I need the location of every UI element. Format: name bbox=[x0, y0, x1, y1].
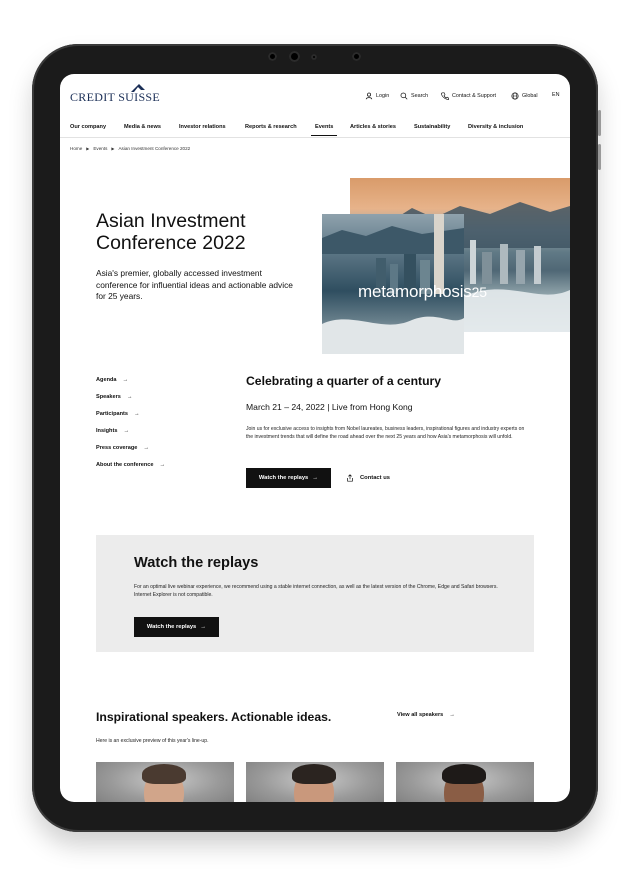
section-links bbox=[96, 377, 165, 479]
view-all-speakers-link[interactable]: View all speakers → bbox=[397, 712, 455, 718]
speakers-heading: Inspirational speakers. Actionable ideas. bbox=[96, 710, 332, 724]
replays-heading: Watch the replays bbox=[134, 555, 259, 571]
contact-us-link[interactable]: Contact us bbox=[346, 474, 390, 482]
phone-icon bbox=[441, 92, 449, 100]
speaker-card[interactable] bbox=[396, 762, 534, 802]
arrow-right-icon: → bbox=[123, 428, 130, 434]
arrow-right-icon: → bbox=[449, 712, 455, 718]
sail-logo-icon bbox=[130, 83, 146, 93]
side-link-about-conference[interactable]: About the conference → bbox=[96, 462, 166, 468]
nav-item-sustainability[interactable]: Sustainability bbox=[414, 124, 451, 130]
replays-panel bbox=[96, 535, 534, 652]
side-link-participants[interactable]: Participants → bbox=[96, 411, 140, 417]
camera-icon bbox=[268, 52, 277, 61]
breadcrumb-home[interactable]: Home bbox=[70, 146, 83, 151]
arrow-right-icon: → bbox=[143, 445, 149, 451]
speaker-photo-hair bbox=[442, 764, 486, 784]
tablet-side-button bbox=[598, 144, 601, 170]
watch-replays-button[interactable]: Watch the replays → bbox=[134, 617, 219, 637]
camera-icon bbox=[352, 52, 361, 61]
side-link-speakers[interactable]: Speakers → bbox=[96, 394, 133, 400]
contact-support-link[interactable]: Contact & Support bbox=[441, 92, 496, 100]
login-link[interactable]: Login bbox=[365, 92, 389, 100]
event-date: March 21 – 24, 2022 | Live from Hong Kong bbox=[246, 402, 413, 412]
nav-item-investor-relations[interactable]: Investor relations bbox=[179, 124, 226, 130]
arrow-right-icon: → bbox=[312, 475, 319, 481]
speaker-card[interactable] bbox=[96, 762, 234, 802]
speakers-subtitle: Here is an exclusive preview of this year's line-up. bbox=[96, 738, 209, 744]
nav-item-diversity-inclusion[interactable]: Diversity & inclusion bbox=[468, 124, 524, 130]
replays-description: For an optimal live webinar experience, we recommend using a stable internet connection, as well as the latest version of the Chrome, Edge and Safari browsers. Internet Explorer is not compatible. bbox=[134, 584, 498, 598]
side-link-agenda[interactable]: Agenda → bbox=[96, 377, 129, 383]
nav-item-events[interactable]: Events bbox=[315, 124, 334, 130]
hero-subtitle: Asia's premier, globally accessed investment conference for influential ideas and actionable advice for 25 years. bbox=[96, 268, 293, 301]
chevron-right-icon: ▶ bbox=[111, 146, 115, 151]
arrow-right-icon: → bbox=[126, 394, 133, 400]
breadcrumb-current: Asian Investment Conference 2022 bbox=[118, 146, 191, 151]
side-link-press-coverage[interactable]: Press coverage → bbox=[96, 445, 149, 451]
nav-item-media-news[interactable]: Media & news bbox=[124, 124, 161, 130]
nav-item-our-company[interactable]: Our company bbox=[70, 124, 107, 130]
side-link-insights[interactable]: Insights → bbox=[96, 428, 130, 434]
arrow-right-icon: → bbox=[159, 462, 166, 468]
tablet-volume-button bbox=[598, 110, 601, 136]
credit-suisse-logo[interactable]: CREDIT SUISSE bbox=[70, 90, 161, 104]
speaker-photo-hair bbox=[292, 764, 336, 784]
nav-item-articles-stories[interactable]: Articles & stories bbox=[350, 124, 397, 130]
breadcrumb bbox=[70, 146, 190, 151]
breadcrumb-events[interactable]: Events bbox=[93, 146, 108, 151]
arrow-right-icon: → bbox=[200, 624, 207, 630]
arrow-right-icon: → bbox=[122, 377, 129, 383]
event-description: Join us for exclusive access to insights from Nobel laureates, business leaders, inspirational figures and industry experts on the investment trends that will define the road ahead over the next 25 years and how Asia's metamorphosis will unfold. bbox=[246, 426, 525, 440]
camera-icon bbox=[289, 51, 300, 62]
search-icon bbox=[400, 92, 408, 100]
main-navigation bbox=[60, 118, 570, 138]
speaker-card[interactable] bbox=[246, 762, 384, 802]
language-selector[interactable]: EN bbox=[552, 92, 560, 98]
user-icon bbox=[365, 92, 373, 100]
tablet-frame bbox=[32, 44, 598, 832]
sensor-icon bbox=[311, 54, 317, 60]
site-header bbox=[60, 74, 570, 118]
speaker-photo-hair bbox=[142, 764, 186, 784]
watch-replays-button[interactable]: Watch the replays → bbox=[246, 468, 331, 488]
page-title: Asian Investment Conference 2022 bbox=[96, 210, 246, 254]
browser-screen bbox=[60, 74, 570, 802]
metamorphosis-25-wordmark: metamorphosis25 bbox=[358, 282, 487, 301]
arrow-right-icon: → bbox=[134, 411, 140, 417]
hero-image bbox=[322, 178, 570, 354]
celebrating-heading: Celebrating a quarter of a century bbox=[246, 374, 442, 388]
global-link[interactable]: Global bbox=[511, 92, 538, 100]
nav-item-reports-research[interactable]: Reports & research bbox=[245, 124, 297, 130]
search-link[interactable]: Search bbox=[400, 92, 428, 100]
globe-icon bbox=[511, 92, 519, 100]
share-icon bbox=[346, 474, 354, 482]
chevron-right-icon: ▶ bbox=[86, 146, 90, 151]
